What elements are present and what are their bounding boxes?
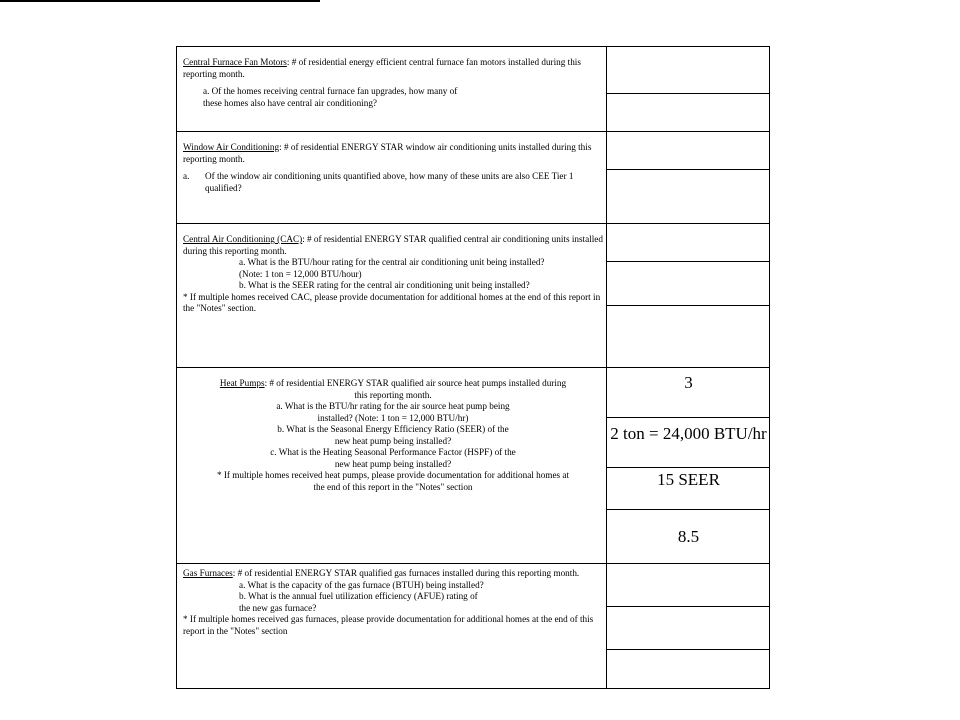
furnace-fan-text: : # of residential energy efficient central furnace fan motors installed during this reporting month. xyxy=(183,57,581,79)
cac-question-a: a. What is the BTU/hour rating for the central air conditioning unit being installed? xyxy=(239,257,545,267)
section-central-ac xyxy=(177,223,607,367)
gas-furnaces-question-b: b. What is the annual fuel utilization efficiency (AFUE) rating of xyxy=(239,591,478,601)
heat-pumps-question-c-cont: new heat pump being installed? xyxy=(334,458,452,469)
heat-pumps-question-b-cont: new heat pump being installed? xyxy=(334,435,452,446)
answer-cac-seer[interactable] xyxy=(607,305,770,367)
furnace-fan-question-a: a. Of the homes receiving central furnace fan upgrades, how many of xyxy=(203,86,458,96)
answer-heat-pump-count[interactable]: 3 xyxy=(607,367,770,417)
answer-gas-furnace-capacity[interactable] xyxy=(607,606,770,649)
section-furnace-fan xyxy=(177,47,607,131)
heat-pumps-text-cont: this reporting month. xyxy=(354,389,432,400)
window-ac-title: Window Air Conditioning xyxy=(183,142,280,152)
heat-pumps-title: Heat Pumps xyxy=(219,378,265,388)
furnace-fan-question-a-cont: these homes also have central air conditioning? xyxy=(203,97,377,108)
answer-furnace-fan-count[interactable] xyxy=(607,47,770,93)
top-rule xyxy=(0,0,320,2)
heat-pumps-footnote: * If multiple homes received heat pumps, please provide documentation for additional homes at xyxy=(216,470,570,480)
heat-pumps-question-a: a. What is the BTU/hr rating for the air source heat pump being xyxy=(276,401,510,411)
answer-heat-pump-seer[interactable]: 15 SEER xyxy=(607,467,770,509)
heat-pumps-question-b: b. What is the Seasonal Energy Efficiency Ratio (SEER) of the xyxy=(277,424,509,434)
gas-furnaces-footnote: * If multiple homes received gas furnaces, please provide documentation for additional homes at the end of this report in the "Notes" section xyxy=(183,614,594,636)
answer-window-ac-cee-tier1[interactable] xyxy=(607,169,770,223)
cac-footnote: * If multiple homes received CAC, please provide documentation for additional homes at the end of this report in the "Notes" section. xyxy=(183,291,601,313)
answer-window-ac-count[interactable] xyxy=(607,131,770,169)
window-ac-question-a-text: Of the window air conditioning units quantified above, how many of these units are also CEE Tier 1 qualified? xyxy=(205,171,574,193)
heat-pumps-question-c: c. What is the Heating Seasonal Performance Factor (HSPF) of the xyxy=(270,447,516,457)
heat-pumps-text: : # of residential ENERGY STAR qualified air source heat pumps installed during xyxy=(264,378,567,388)
answer-furnace-fan-with-ac[interactable] xyxy=(607,93,770,131)
section-gas-furnaces xyxy=(177,563,607,690)
cac-question-a-note: (Note: 1 ton = 12,000 BTU/hour) xyxy=(239,268,362,279)
cac-title: Central Air Conditioning (CAC) xyxy=(183,234,303,244)
cac-question-b: b. What is the SEER rating for the central air conditioning unit being installed? xyxy=(239,280,530,290)
furnace-fan-title: Central Furnace Fan Motors xyxy=(183,57,287,67)
answer-heat-pump-hspf[interactable]: 8.5 xyxy=(607,509,770,563)
window-ac-text: : # of residential ENERGY STAR window air conditioning units installed during this reporting month. xyxy=(183,142,592,164)
section-heat-pumps xyxy=(177,367,607,563)
heat-pumps-question-a-cont: installed? (Note: 1 ton = 12,000 BTU/hr) xyxy=(317,412,469,423)
window-ac-question-a-label: a. xyxy=(183,171,190,181)
gas-furnaces-text: : # of residential ENERGY STAR qualified gas furnaces installed during this reporting month. xyxy=(232,568,580,578)
heat-pumps-footnote-cont: the end of this report in the "Notes" section xyxy=(313,481,473,492)
gas-furnaces-question-a: a. What is the capacity of the gas furnace (BTUH) being installed? xyxy=(239,579,484,590)
report-form-table xyxy=(176,46,770,689)
window-ac-question-a xyxy=(183,171,603,194)
section-window-ac xyxy=(177,131,607,223)
answer-cac-btu[interactable] xyxy=(607,261,770,305)
answer-heat-pump-btu[interactable]: 2 ton = 24,000 BTU/hr xyxy=(607,417,770,467)
answer-cac-count[interactable] xyxy=(607,223,770,261)
questions-column xyxy=(177,47,607,688)
gas-furnaces-title: Gas Furnaces xyxy=(183,568,233,578)
gas-furnaces-question-b-cont: the new gas furnace? xyxy=(239,602,317,613)
cac-text: : # of residential ENERGY STAR qualified central air conditioning units installed during this reporting month. xyxy=(183,234,603,256)
answer-gas-furnace-afue[interactable] xyxy=(607,649,770,690)
answer-gas-furnace-count[interactable] xyxy=(607,563,770,606)
